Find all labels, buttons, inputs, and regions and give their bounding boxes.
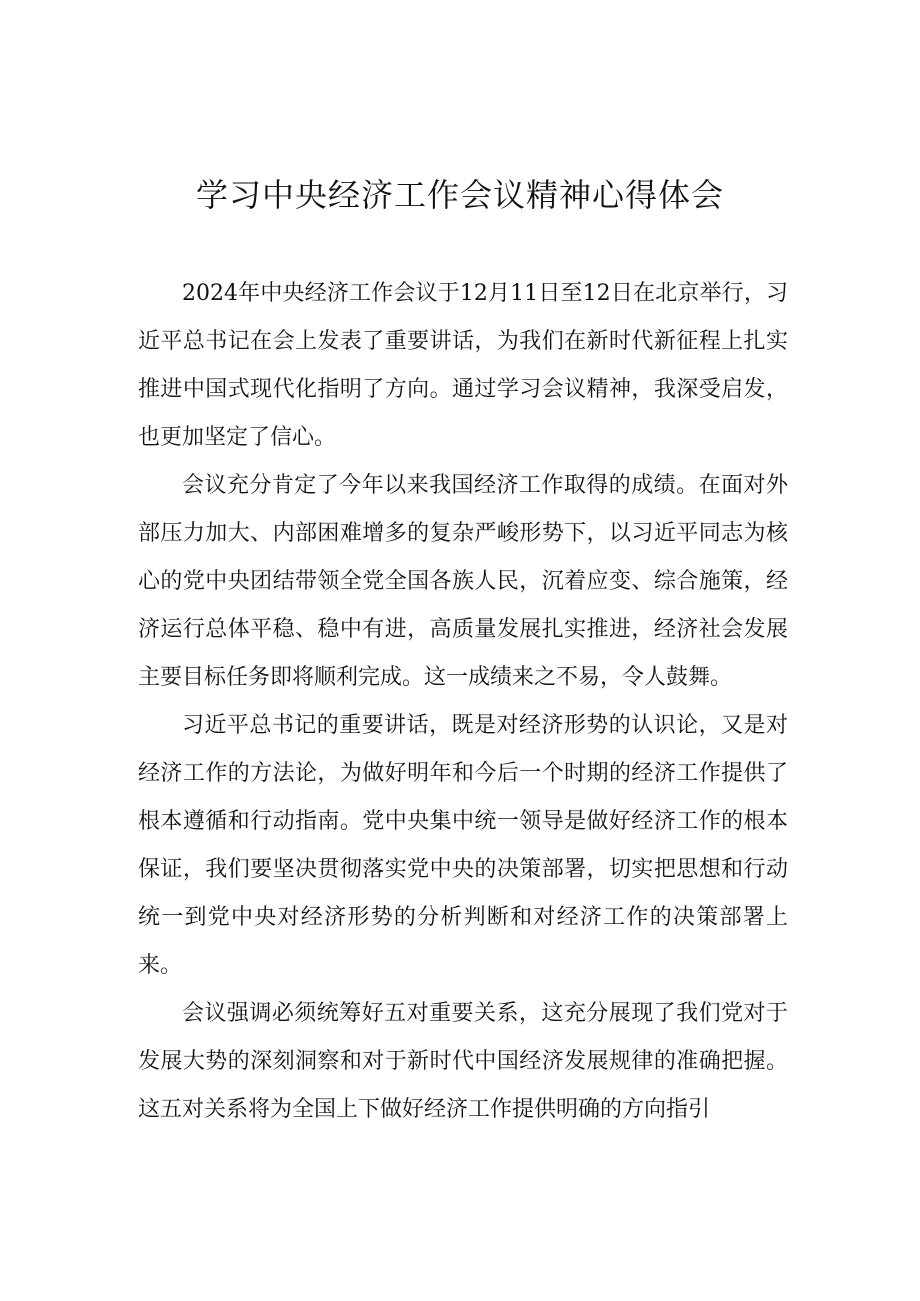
paragraph-2: 会议充分肯定了今年以来我国经济工作取得的成绩。在面对外部压力加大、内部困难增多的复杂严峻形势下，以习近平同志为核心的党中央团结带领全党全国各族人民，沉着应变、综合施策，经济运行总体平稳、稳中有进，高质量发展扎实推进，经济社会发展主要目标任务即将顺利完成。这一成绩来之不易，令人鼓舞。 bbox=[138, 473, 788, 690]
document-title: 学习中央经济工作会议精神心得体会 bbox=[195, 176, 724, 214]
paragraph-4: 会议强调必须统筹好五对重要关系，这充分展现了我们党对于发展大势的深刻洞察和对于新时代中国经济发展规律的准确把握。这五对关系将为全国上下做好经济工作提供明确的方向指引 bbox=[138, 1001, 788, 1122]
paragraph-1: 2024年中央经济工作会议于12月11日至12日在北京举行，习近平总书记在会上发表了重要讲话，为我们在新时代新征程上扎实推进中国式现代化指明了方向。通过学习会议精神，我深受启发，也更加坚定了信心。 bbox=[138, 281, 788, 450]
document-body bbox=[138, 270, 788, 1134]
paragraph-3: 习近平总书记的重要讲话，既是对经济形势的认识论，又是对经济工作的方法论，为做好明年和今后一个时期的经济工作提供了根本遵循和行动指南。党中央集中统一领导是做好经济工作的根本保证，我们要坚决贯彻落实党中央的决策部署，切实把思想和行动统一到党中央对经济形势的分析判断和对经济工作的决策部署上来。 bbox=[138, 713, 788, 978]
